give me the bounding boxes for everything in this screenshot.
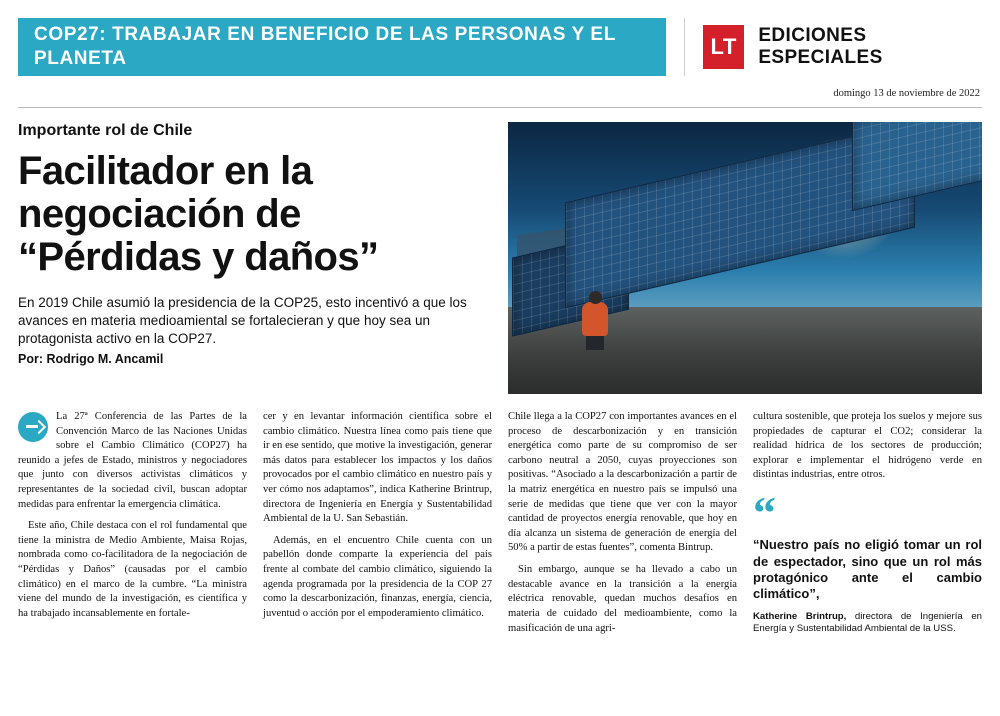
paragraph: cer y en levantar información científica sobre el cambio climático. Nuestra línea como país tiene que ir en ese sentido, que motive la investigación, generar más datos para establecer los impactos y los daños provocados por el cambio climático en nuestro país y ver cómo nos adaptamos”, indica Katherine Brintrup, directora de Ingeniería en Energía y Sustentabilidad Ambiental de la U. San Sebastián. bbox=[263, 411, 492, 525]
section-label: EDICIONES ESPECIALES bbox=[758, 25, 883, 68]
masthead-gap bbox=[666, 18, 684, 76]
quote-mark-icon: “ bbox=[753, 487, 774, 539]
masthead-banner-prefix: COP27: bbox=[34, 24, 107, 46]
person-coat bbox=[582, 302, 608, 336]
masthead bbox=[18, 18, 982, 76]
arrow-right-icon bbox=[18, 412, 48, 442]
masthead-banner bbox=[18, 18, 666, 76]
masthead-banner-title: TRABAJAR EN BENEFICIO DE LAS PERSONAS Y EL PLANETA bbox=[34, 24, 616, 69]
headline-column bbox=[18, 122, 486, 394]
text-column-3 bbox=[508, 410, 737, 643]
paragraph: Chile llega a la COP27 con importantes avances en el proceso de descarbonización y en transición energética como parte de su compromiso de ser carbono neutral a 2050, cuyas proyecciones son positivas. “Asociado a la descarbonización a partir de la matriz energética en nuestro país se impulsó una serie de medidas que tiene que ver con la mayor cantidad de proyectos energía renovable, que hoy en día alcanza un sistema de generación de energía del 50% a partir de estas fuentes”, comenta Bintrup. bbox=[508, 411, 737, 554]
masthead-banner-text bbox=[34, 23, 650, 71]
article-standfirst: En 2019 Chile asumió la presidencia de la COP25, esto incentivó a que los avances en materia medioamiental se fortalecieran y que hoy sea un protagonista activo en la COP27. bbox=[18, 295, 467, 347]
paragraph: Sin embargo, aunque se ha llevado a cabo un destacable avance en la transición a la energía eléctrica renovable, quedan muchos desafíos en materia de cuidado del medioambiente, como la masificación de una agri- bbox=[508, 564, 737, 634]
text-column-1 bbox=[18, 410, 247, 643]
article-kicker: Importante rol de Chile bbox=[18, 122, 193, 139]
pull-quote bbox=[753, 487, 982, 636]
solar-panel-photo bbox=[508, 122, 982, 394]
article-byline: Por: Rodrigo M. Ancamil bbox=[18, 351, 164, 366]
article-body bbox=[18, 410, 982, 643]
newspaper-page bbox=[0, 18, 1000, 716]
publication-date: domingo 13 de noviembre de 2022 bbox=[833, 88, 980, 99]
paragraph: La 27ª Conferencia de las Partes de la Convención Marco de las Naciones Unidas sobre el Cambio Climático (COP27) ha reunido a jefes de Estado, ministros y negociadores que junto con diversos activistas climáticos y representantes de la sociedad civil, buscan adoptar medidas para enfrentar la emergencia climática. bbox=[18, 411, 247, 510]
masthead-right bbox=[684, 18, 982, 76]
paragraph: Además, en el encuentro Chile cuenta con un pabellón donde comparte la experiencia del país frente al combate del cambio climático, siguiendo la agenda programada por la presidencia de la COP 27 como la descarbonización, finanzas, energía, ciencia, juventud o acción por el empoderamiento climático. bbox=[263, 534, 492, 619]
paragraph: Este año, Chile destaca con el rol fundamental que tiene la ministra de Medio Ambiente, Maisa Rojas, nombrada como co-facilitadora de la negociación de “Pérdidas y Daños” (causadas por el cambio climático) en el marco de la cumbre. “La ministra viene del mundo de la investigación, es científica y ha trabajado incansablemente en fortale- bbox=[18, 520, 247, 619]
headline-area bbox=[18, 122, 982, 394]
paragraph: cultura sostenible, que proteja los suelos y mejore sus propiedades de capturar el CO2; considerar la realidad hídrica de los sectores de producción; explorar e implementar el hidrógeno verde en distintas industrias, entre otros. bbox=[753, 411, 982, 481]
text-column-4 bbox=[753, 410, 982, 643]
header-divider bbox=[18, 107, 982, 108]
solar-panel-right bbox=[851, 122, 982, 211]
pull-quote-author: Katherine Brintrup, bbox=[753, 610, 847, 622]
person-figure bbox=[579, 288, 613, 350]
pull-quote-text: “Nuestro país no eligió tomar un rol de espectador, sino que un rol más protagónico ante el cambio climático”, bbox=[753, 537, 982, 602]
page-title: Facilitador en la negociación de “Pérdidas y daños” bbox=[18, 149, 379, 279]
pull-quote-attribution bbox=[753, 611, 982, 636]
lt-logo: LT bbox=[703, 25, 744, 69]
text-column-2 bbox=[263, 410, 492, 643]
pull-quote-role: directora de Ingeniería en Energía y Sustentabilidad Ambiental de la USS. bbox=[753, 610, 982, 635]
